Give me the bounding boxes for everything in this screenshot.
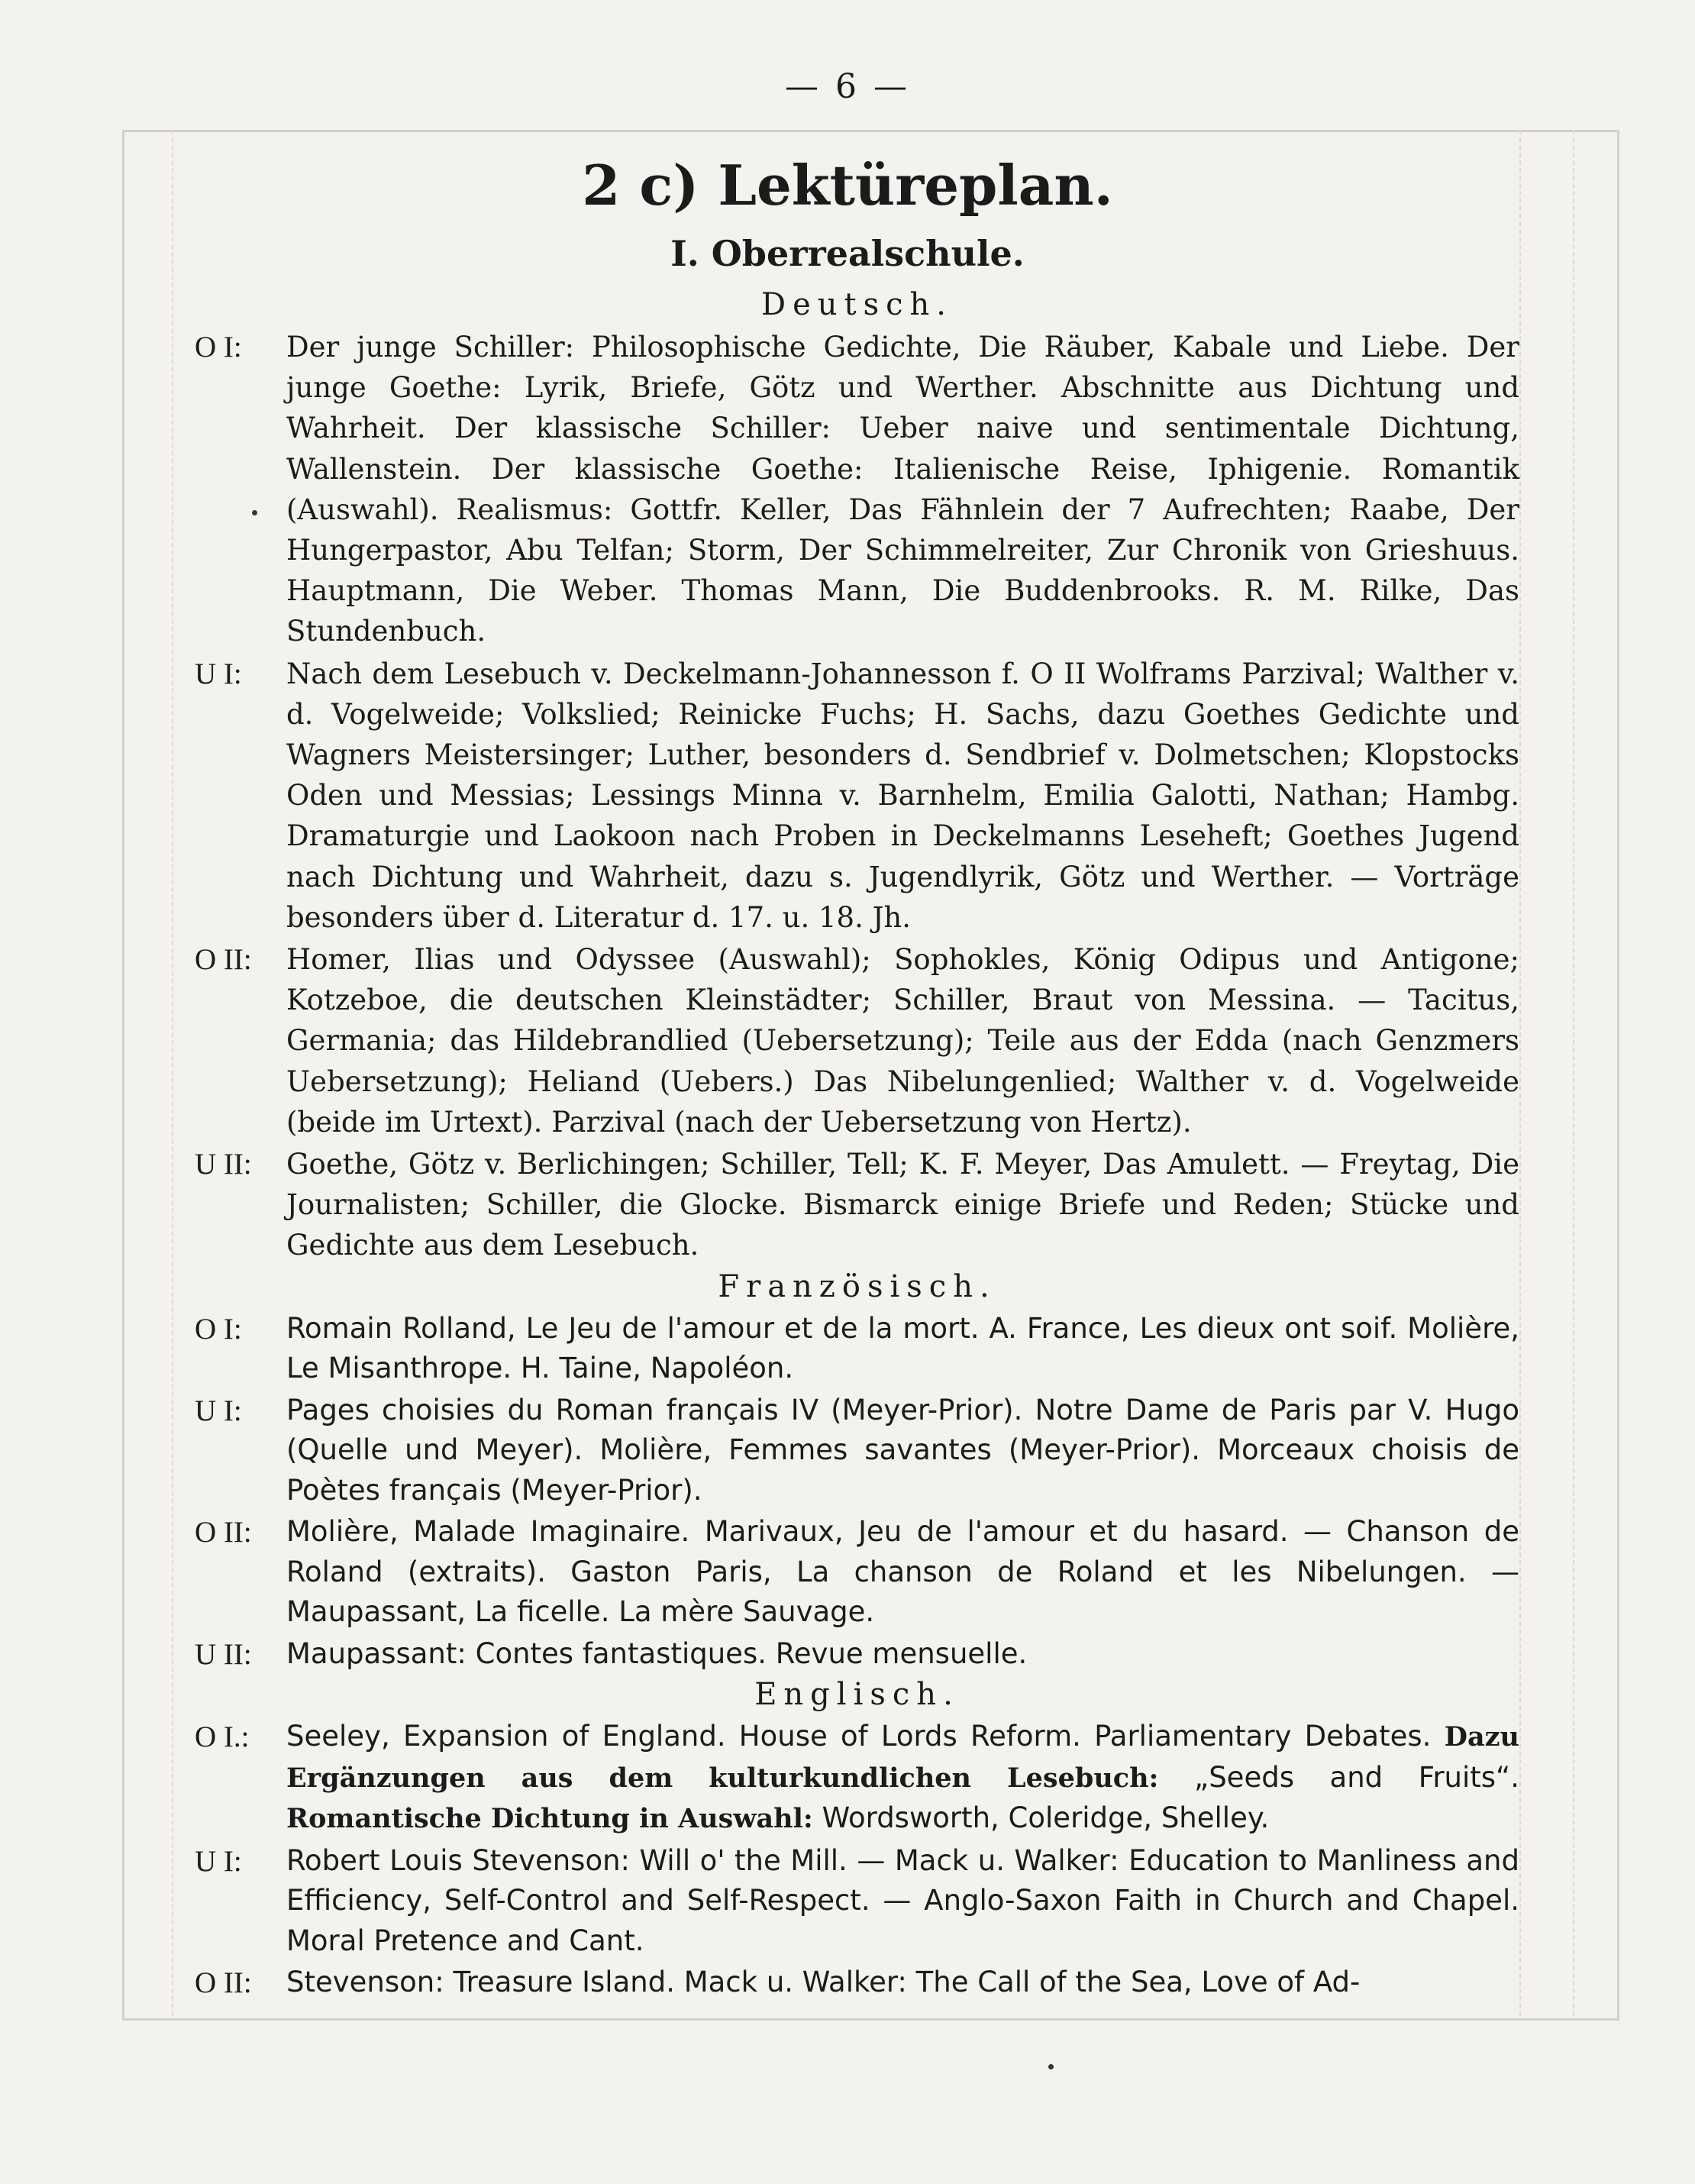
entry-text-latin: „Seeds and Fruits“. [1194,1760,1519,1794]
entry-franz-ui [195,1391,1519,1511]
entry-label: O II: [195,1966,252,2000]
page-title: 2 c) Lektüreplan. [582,153,1113,218]
entry-text: Romain Rolland, Le Jeu de l'amour et de la mort. A. France, Les dieux ont soif. Molière, Le Misanthrope. H. Taine, Napoléon. [286,1311,1519,1385]
entry-text-fraktur: Dazu Ergänzungen aus dem kulturkundlichen Lesebuch: [286,1721,1520,1794]
entry-franz-uii [195,1634,1519,1675]
entry-label: U I: [195,1844,242,1878]
entry-label: O I: [195,1312,242,1346]
entry-text-fraktur: Romantische Dichtung in Auswahl: [286,1803,813,1835]
entry-text: Pages choisies du Roman français IV (Meyer-Prior). Notre Dame de Paris par V. Hugo (Quelle und Meyer). Molière, Femmes savantes (Meyer-Prior). Morceaux choisis de Poètes français (Meyer-Prior). [286,1393,1519,1507]
entry-text [286,1717,1519,1840]
heading-englisch: Englisch. [754,1677,960,1713]
entry-text: Der junge Schiller: Philosophische Gedichte, Die Räuber, Kabale und Liebe. Der junge Goethe: Lyrik, Briefe, Götz und Werther. Abschnitte aus Dichtung und Wahrheit. Der klassische Schiller: Ueber naive und sentimentale Dichtung, Wallenstein. Der klassische Goethe: Italienische Reise, Iphigenie. Romantik (Auswahl). Realismus: Gottfr. Keller, Das Fähnlein der 7 Aufrechten; Raabe, Der Hungerpastor, Abu Telfan; Storm, Der Schimmelreiter, Zur Chronik von Grieshuus. Hauptmann, Die Weber. Thomas Mann, Die Buddenbrooks. R. M. Rilke, Das Stundenbuch. [286,331,1519,648]
bleed-through-line [172,130,173,2016]
entry-label: U I: [195,1394,242,1427]
entry-text: Nach dem Lesebuch v. Deckelmann-Johannesson f. O II Wolframs Parzival; Walther v. d. Vogelweide; Volkslied; Reinicke Fuchs; H. Sachs, dazu Goethes Gedichte und Wagners Meistersinger; Luther, besonders d. Sendbrief v. Dolmetschen; Klopstocks Oden und Messias; Lessings Minna v. Barnhelm, Emilia Galotti, Nathan; Hambg. Dramaturgie und Laokoon nach Proben in Deckelmanns Leseheft; Goethes Jugend nach Dichtung und Wahrheit, dazu s. Jugendlyrik, Götz und Werther. — Vorträge besonders über d. Literatur d. 17. u. 18. Jh. [286,657,1519,934]
entry-text: Robert Louis Stevenson: Will o' the Mill. — Mack u. Walker: Education to Manliness and Efficiency, Self-Control and Self-Respect. — Anglo-Saxon Faith in Church and Chapel. Moral Pretence and Cant. [286,1843,1519,1957]
entry-franz-oi [195,1309,1519,1389]
entry-label: O I.: [195,1720,250,1754]
entry-franz-oii [195,1512,1519,1633]
entry-deutsch-oii [195,939,1519,1142]
entry-label: U II: [195,1637,252,1671]
heading-deutsch: Deutsch. [761,287,953,322]
bleed-through-line [1573,130,1574,2016]
entry-text: Homer, Ilias und Odyssee (Auswahl); Sophokles, König Odipus und Antigone; Kotzeboe, die deutschen Kleinstädter; Schiller, Braut von Messina. — Tacitus, Germania; das Hildebrandlied (Uebersetzung); Teile aus der Edda (nach Genzmers Uebersetzung); Heliand (Uebers.) Das Nibelungenlied; Walther v. d. Vogelweide (beide im Urtext). Parzival (nach der Uebersetzung von Hertz). [286,943,1519,1139]
entry-text: Molière, Malade Imaginaire. Marivaux, Jeu de l'amour et du hasard. — Chanson de Roland (extraits). Gaston Paris, La chanson de Roland et les Nibelungen. — Maupassant, La ficelle. La mère Sauvage. [286,1515,1519,1629]
entry-label: U I: [195,657,242,690]
entry-text: Maupassant: Contes fantastiques. Revue mensuelle. [286,1636,1028,1670]
entry-text-latin: Wordsworth, Coleridge, Shelley. [822,1801,1270,1835]
entry-deutsch-uii [195,1144,1519,1266]
entry-engl-oi [195,1717,1519,1840]
entry-text: Stevenson: Treasure Island. Mack u. Walker: The Call of the Sea, Love of Ad- [286,1966,1361,1999]
ink-speck [252,510,257,515]
entry-text: Goethe, Götz v. Berlichingen; Schiller, Tell; K. F. Meyer, Das Amulett. — Freytag, Die Journalisten; Schiller, die Glocke. Bismarck einige Briefe und Reden; Stücke und Gedichte aus dem Lesebuch. [286,1148,1519,1262]
entry-engl-ui [195,1841,1519,1962]
bleed-through-line [1519,130,1521,2016]
entry-text-latin: Seeley, Expansion of England. House of Lords Reform. Parliamentary Debates. [286,1720,1432,1753]
entry-engl-oii [195,1963,1519,2003]
entry-label: U II: [195,1148,252,1181]
entry-label: O II: [195,1516,252,1549]
entry-deutsch-oi [195,327,1519,652]
reading-plan [195,284,1519,2005]
entry-label: O II: [195,943,252,977]
page-number: — 6 — [785,67,910,106]
heading-franzoesisch: Französisch. [718,1268,996,1304]
section-subtitle: I. Oberrealschule. [670,233,1025,274]
entry-deutsch-ui [195,654,1519,938]
entry-label: O I: [195,331,242,363]
ink-speck [1048,2064,1054,2069]
